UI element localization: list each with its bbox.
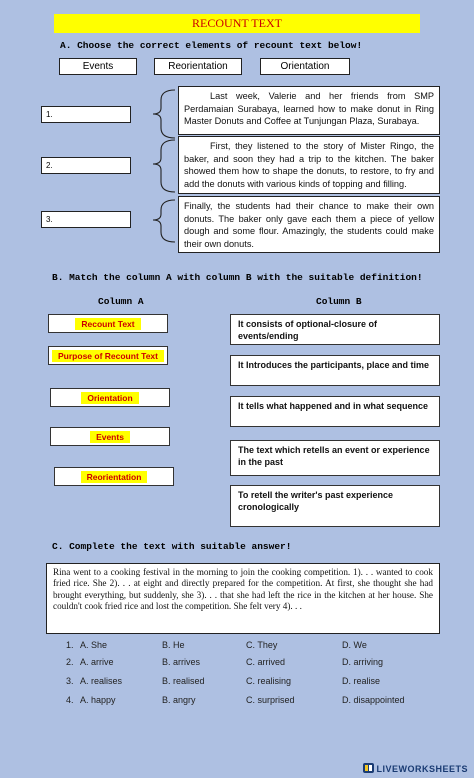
paragraph-1 (178, 86, 440, 135)
paragraph-2-text: First, they listened to the story of Mister Ringo, the baker, and soon they had a trip to the kitchen. The baker showed them how to shape the donuts, to restore, to fry and add the donuts with various kinds of topping and filling. (184, 141, 434, 189)
option-b[interactable]: B. angry (162, 695, 196, 705)
col-a-item-purpose[interactable] (48, 346, 168, 365)
col-a-label: Orientation (81, 392, 138, 404)
question-row-1 (66, 639, 446, 652)
option-a[interactable]: A. arrive (80, 657, 114, 667)
footer-brand (363, 763, 468, 774)
question-row-4 (66, 694, 446, 707)
col-b-item-3[interactable]: It tells what happened and in what sequence (230, 396, 440, 427)
element-option-orientation[interactable]: Orientation (260, 58, 350, 75)
paragraph-3-text: Finally, the students had their chance to make their own donuts. The baker only gave each them a piece of yellow dough and some flour. Amazingly, the students could make their own donuts. (184, 201, 434, 249)
column-b-title: Column B (316, 296, 362, 307)
footer-brand-text: LIVEWORKSHEETS (376, 764, 468, 774)
brace-1 (153, 90, 175, 138)
option-c[interactable]: C. surprised (246, 695, 295, 705)
brace-3 (153, 200, 175, 242)
question-number: 4. (66, 695, 74, 705)
section-a-heading: A. Choose the correct elements of recount text below! (60, 40, 363, 51)
question-number: 3. (66, 676, 74, 686)
option-a[interactable]: A. happy (80, 695, 116, 705)
col-a-item-events[interactable] (50, 427, 170, 446)
col-a-label: Reorientation (81, 471, 148, 483)
col-a-label: Purpose of Recount Text (52, 350, 164, 362)
option-b[interactable]: B. realised (162, 676, 205, 686)
section-b-heading: B. Match the column A with column B with the suitable definition! (52, 272, 423, 283)
col-a-item-orientation[interactable] (50, 388, 170, 407)
brace-2 (153, 140, 175, 192)
column-a-title: Column A (98, 296, 144, 307)
col-a-item-recount-text[interactable] (48, 314, 168, 333)
option-d[interactable]: D. disappointed (342, 695, 405, 705)
answer-box-2[interactable]: 2. (41, 157, 131, 174)
paragraph-1-text: Last week, Valerie and her friends from SMP Perdamaian Surabaya, learned how to make donut in Ring Master Donuts and Coffee at Tunjungan Plaza, Surabaya. (184, 91, 434, 127)
option-d[interactable]: D. realise (342, 676, 381, 686)
option-d[interactable]: D. arriving (342, 657, 384, 667)
liveworksheets-logo-icon (363, 763, 374, 773)
element-option-events[interactable]: Events (59, 58, 137, 75)
paragraph-2 (178, 136, 440, 194)
option-c[interactable]: C. They (246, 640, 278, 650)
option-b[interactable]: B. He (162, 640, 185, 650)
col-a-label: Events (90, 431, 130, 443)
option-d[interactable]: D. We (342, 640, 367, 650)
option-b[interactable]: B. arrives (162, 657, 201, 667)
section-c-heading: C. Complete the text with suitable answer! (52, 541, 292, 552)
question-row-3 (66, 675, 446, 688)
brace-connectors (145, 86, 179, 266)
col-a-label: Recount Text (75, 318, 140, 330)
option-c[interactable]: C. realising (246, 676, 292, 686)
col-b-item-1[interactable]: It consists of optional-closure of events/ending (230, 314, 440, 345)
paragraph-3 (178, 196, 440, 253)
cloze-text: Rina went to a cooking festival in the morning to join the cooking competition. 1). . . wanted to cook fried rice. She 2). . . at eight and directly prepared for the competition. At first, she thought she had brought everything, but suddenly, she 3). . . that she had left the rice in the kitchen at her house. She couldn't cook fried rice and lost the competition. She felt very 4). . . (46, 563, 440, 634)
col-b-item-5[interactable]: To retell the writer's past experience cronologically (230, 485, 440, 527)
option-c[interactable]: C. arrived (246, 657, 286, 667)
question-number: 2. (66, 657, 74, 667)
option-a[interactable]: A. She (80, 640, 108, 650)
answer-box-3[interactable]: 3. (41, 211, 131, 228)
question-row-2 (66, 656, 446, 669)
option-a[interactable]: A. realises (80, 676, 123, 686)
col-b-item-4[interactable]: The text which retells an event or experience in the past (230, 440, 440, 476)
page-title: RECOUNT TEXT (54, 14, 420, 33)
answer-box-1[interactable]: 1. (41, 106, 131, 123)
col-b-item-2[interactable]: It Introduces the participants, place and time (230, 355, 440, 386)
col-a-item-reorientation[interactable] (54, 467, 174, 486)
question-number: 1. (66, 640, 74, 650)
element-option-reorientation[interactable]: Reorientation (154, 58, 242, 75)
